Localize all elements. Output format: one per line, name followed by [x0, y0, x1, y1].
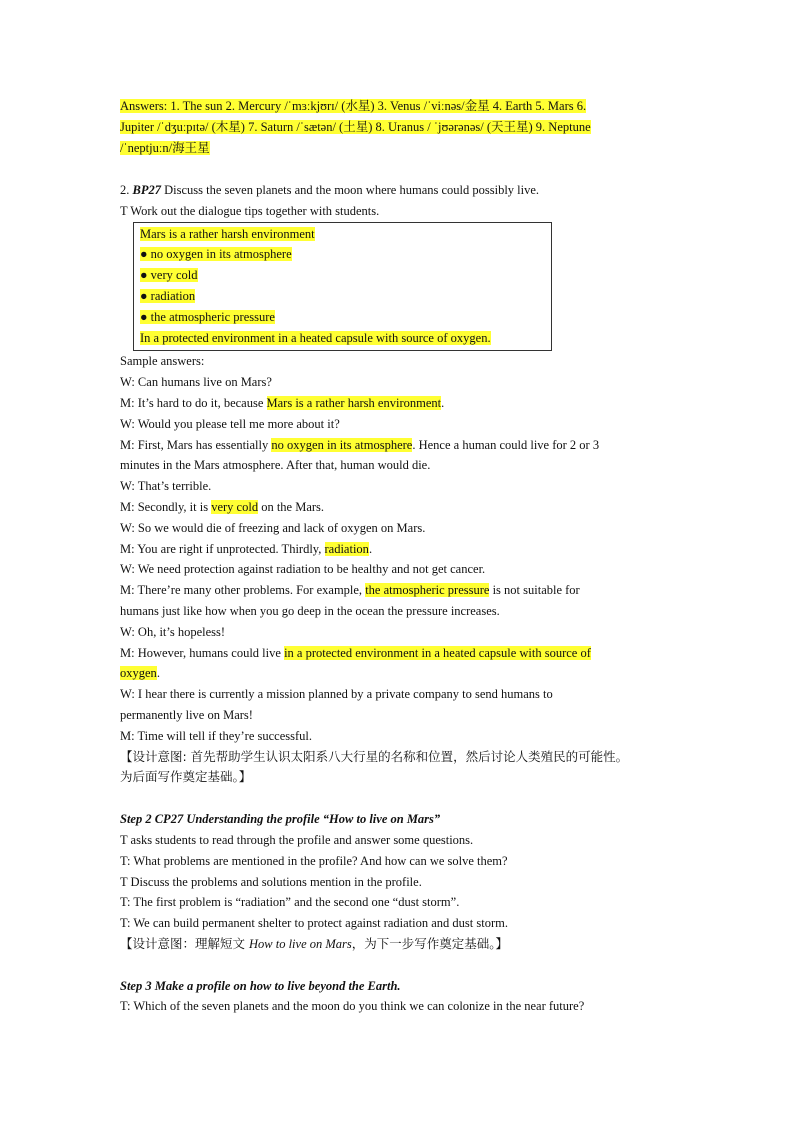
- step-2-line: T Discuss the problems and solutions mention in the profile.: [120, 874, 422, 889]
- step-2-line: T asks students to read through the profile and answer some questions.: [120, 832, 474, 847]
- tip-item: ● radiation: [140, 288, 196, 303]
- answers-line-3: /ˈneptjuːn/海王星: [120, 141, 210, 155]
- answers-line-1: Answers: 1. The sun 2. Mercury /ˈmɜːkjʊrɪ/ (水星) 3. Venus /ˈviːnəs/金星 4. Earth 5. Mars 6.: [120, 99, 587, 113]
- sample-answers-label: Sample answers:: [120, 354, 205, 369]
- tip-item: Mars is a rather harsh environment: [140, 226, 315, 241]
- dialogue-line: M: You are right if unprotected. Thirdly, radiation.: [120, 541, 373, 556]
- dialogue-line: W: Can humans live on Mars?: [120, 375, 272, 390]
- dialogue-line: M: First, Mars has essentially no oxygen in its atmosphere. Hence a human could live for 2 or 3: [120, 437, 600, 452]
- dialogue-line: oxygen.: [120, 666, 160, 681]
- dialogue-line: W: I hear there is currently a mission planned by a private company to send humans to: [120, 687, 553, 702]
- tip-item: ● no oxygen in its atmosphere: [140, 247, 292, 262]
- step-2-line: T: What problems are mentioned in the profile? And how can we solve them?: [120, 853, 508, 868]
- step-2-line: T: The first problem is “radiation” and the second one “dust storm”.: [120, 895, 460, 910]
- sample-dialogue: [120, 351, 680, 746]
- tip-item: In a protected environment in a heated capsule with source of oxygen.: [140, 330, 491, 345]
- tip-item: ● very cold: [140, 268, 198, 283]
- document-page: [120, 96, 680, 1017]
- dialogue-line: M: It’s hard to do it, because Mars is a rather harsh environment.: [120, 395, 445, 410]
- dialogue-line: M: However, humans could live in a protected environment in a heated capsule with source of: [120, 645, 591, 660]
- dialogue-line: W: Would you please tell me more about it?: [120, 416, 340, 431]
- answers-line-2: Jupiter /ˈdʒuːpɪtə/ (木星) 7. Saturn /ˈsætən/ (土星) 8. Uranus / ˈjʊərənəs/ (天王星) 9. Neptune: [120, 120, 591, 134]
- dialogue-line: W: Oh, it’s hopeless!: [120, 624, 226, 639]
- dialogue-line: permanently live on Mars!: [120, 707, 253, 722]
- task-2-instruction: T Work out the dialogue tips together with students.: [120, 203, 380, 218]
- step-2-line: T: We can build permanent shelter to protect against radiation and dust storm.: [120, 916, 508, 931]
- dialogue-line: W: So we would die of freezing and lack of oxygen on Mars.: [120, 520, 426, 535]
- step-2-title: Step 2 CP27 Understanding the profile “How to live on Mars”: [120, 812, 441, 827]
- step-3-title: Step 3 Make a profile on how to live beyond the Earth.: [120, 978, 401, 993]
- dialogue-line: M: Secondly, it is very cold on the Mars.: [120, 499, 325, 514]
- step-3-line: T: Which of the seven planets and the moon do you think we can colonize in the near future?: [120, 999, 585, 1014]
- task-2-heading: 2. BP27 Discuss the seven planets and the moon where humans could possibly live.: [120, 183, 540, 197]
- dialogue-tips-box: [133, 222, 552, 352]
- dialogue-line: humans just like how when you go deep in the ocean the pressure increases.: [120, 603, 500, 618]
- answers-block: [120, 96, 680, 159]
- task-code: BP27: [132, 183, 161, 197]
- tip-item: ● the atmospheric pressure: [140, 309, 275, 324]
- design-intent-2: 【设计意图：理解短文 How to live on Mars，为下一步写作奠定基础。】: [120, 935, 509, 951]
- dialogue-line: W: That’s terrible.: [120, 479, 212, 494]
- dialogue-line: W: We need protection against radiation to be healthy and not get cancer.: [120, 562, 486, 577]
- design-intent-1: 【设计意图: 首先帮助学生认识太阳系八大行星的名称和位置，然后讨论人类殖民的可能性。 为后面写作奠定基础。】: [120, 748, 629, 785]
- dialogue-line: M: Time will tell if they’re successful.: [120, 728, 312, 743]
- dialogue-line: M: There’re many other problems. For example, the atmospheric pressure is not suitable for: [120, 583, 580, 598]
- dialogue-line: minutes in the Mars atmosphere. After that, human would die.: [120, 458, 431, 473]
